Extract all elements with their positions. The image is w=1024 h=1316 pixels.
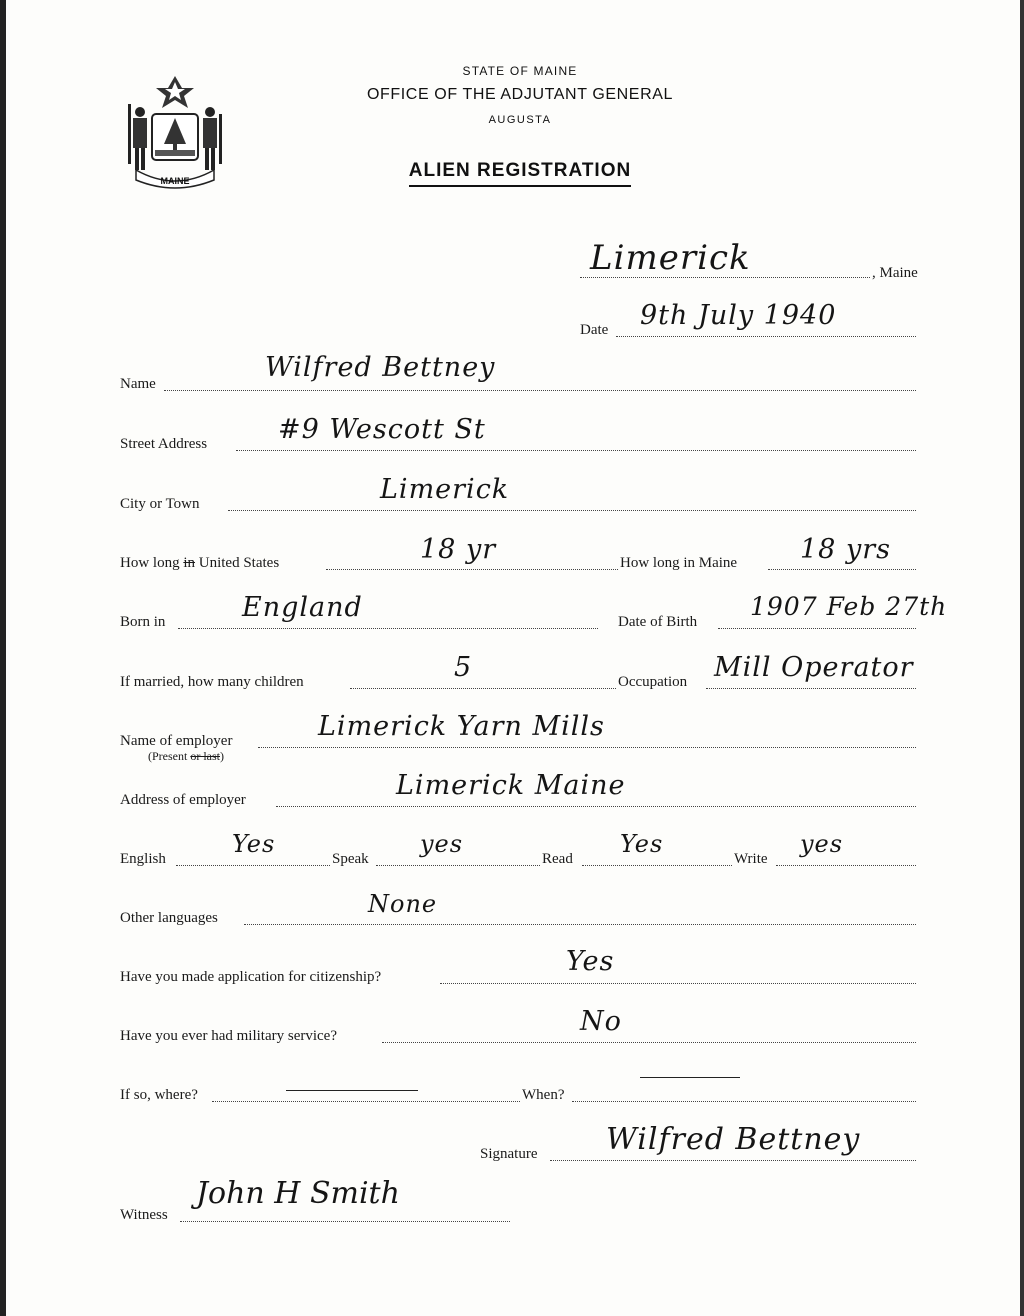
date-label: Date: [580, 322, 609, 338]
born-in-line: [178, 628, 598, 629]
write-value: yes: [800, 830, 844, 858]
city-heading: AUGUSTA: [488, 114, 552, 126]
office-heading: OFFICE OF THE ADJUTANT GENERAL: [366, 86, 674, 103]
employer-note-a: (Present: [148, 749, 191, 763]
how-long-us-line: [326, 569, 618, 570]
where-dash-mark: [286, 1090, 418, 1091]
employer-line: [258, 747, 916, 748]
name-line: [164, 390, 916, 391]
street-value: #9 Wescott St: [278, 414, 486, 445]
employer-address-line: [276, 806, 916, 807]
employer-address-label: Address of employer: [120, 792, 246, 808]
employer-label: Name of employer: [120, 733, 233, 749]
date-of-birth-line: [718, 628, 916, 629]
how-long-maine-value: 18 yrs: [800, 534, 891, 565]
witness-value: John H Smith: [196, 1176, 400, 1211]
street-line: [236, 450, 916, 451]
place-suffix: , Maine: [872, 265, 918, 281]
form-title-text: ALIEN REGISTRATION: [409, 160, 631, 187]
read-value: Yes: [620, 830, 664, 858]
occupation-line: [706, 688, 916, 689]
military-label: Have you ever had military service?: [120, 1028, 337, 1044]
when-dash-mark: [640, 1077, 740, 1078]
how-long-maine-line: [768, 569, 916, 570]
how-long-us-label-a: How long: [120, 555, 184, 571]
occupation-value: Mill Operator: [714, 652, 914, 683]
city-town-label: City or Town: [120, 496, 200, 512]
scan-border-left: [0, 0, 6, 1316]
english-label: English: [120, 851, 166, 867]
when-label: When?: [522, 1087, 565, 1103]
citizenship-value: Yes: [566, 946, 615, 977]
signature-line: [550, 1160, 916, 1161]
date-of-birth-value: 1907 Feb 27th: [750, 592, 948, 621]
date-value: 9th July 1940: [640, 300, 837, 331]
speak-value: yes: [420, 830, 464, 858]
speak-label: Speak: [332, 851, 369, 867]
employer-address-value: Limerick Maine: [396, 770, 626, 801]
city-town-value: Limerick: [380, 474, 510, 505]
speak-line: [376, 865, 540, 866]
born-in-label: Born in: [120, 614, 166, 630]
date-of-birth-label: Date of Birth: [618, 614, 698, 630]
occupation-label: Occupation: [618, 674, 688, 690]
other-languages-value: None: [368, 890, 438, 918]
how-long-us-label-struck: in: [183, 555, 196, 571]
born-in-value: England: [242, 592, 363, 623]
date-line: [616, 336, 916, 337]
employer-note: [148, 749, 224, 764]
other-languages-label: Other languages: [120, 910, 218, 926]
signature-value: Wilfred Bettney: [606, 1122, 861, 1157]
form-title: [0, 160, 1024, 182]
place-value: Limerick: [590, 238, 751, 278]
english-value: Yes: [232, 830, 276, 858]
read-line: [582, 865, 732, 866]
employer-note-b: ): [220, 749, 224, 763]
witness-label: Witness: [120, 1207, 168, 1223]
write-label: Write: [734, 851, 768, 867]
english-line: [176, 865, 330, 866]
military-line: [382, 1042, 916, 1043]
employer-value: Limerick Yarn Mills: [318, 711, 605, 742]
where-label: If so, where?: [120, 1087, 198, 1103]
when-line: [572, 1101, 916, 1102]
how-long-us-value: 18 yr: [420, 534, 497, 565]
children-label: If married, how many children: [120, 674, 304, 690]
employer-note-struck: or last: [190, 749, 220, 763]
seal-text: MAINE: [160, 176, 190, 186]
citizenship-label: Have you made application for citizenship?: [120, 969, 382, 985]
scan-border-right: [1020, 0, 1024, 1316]
street-label: Street Address: [120, 436, 208, 452]
citizenship-line: [440, 983, 916, 984]
where-line: [212, 1101, 520, 1102]
read-label: Read: [542, 851, 573, 867]
write-line: [776, 865, 916, 866]
signature-label: Signature: [480, 1146, 538, 1162]
other-languages-line: [244, 924, 916, 925]
name-value: Wilfred Bettney: [265, 352, 496, 383]
children-line: [350, 688, 616, 689]
how-long-maine-label: How long in Maine: [620, 555, 738, 571]
military-value: No: [580, 1006, 622, 1037]
how-long-us-label: [120, 555, 279, 572]
name-label: Name: [120, 376, 156, 392]
witness-line: [180, 1221, 510, 1222]
children-value: 5: [454, 652, 473, 683]
how-long-us-label-b: United States: [195, 555, 280, 571]
state-heading: STATE OF MAINE: [462, 64, 578, 78]
city-town-line: [228, 510, 916, 511]
